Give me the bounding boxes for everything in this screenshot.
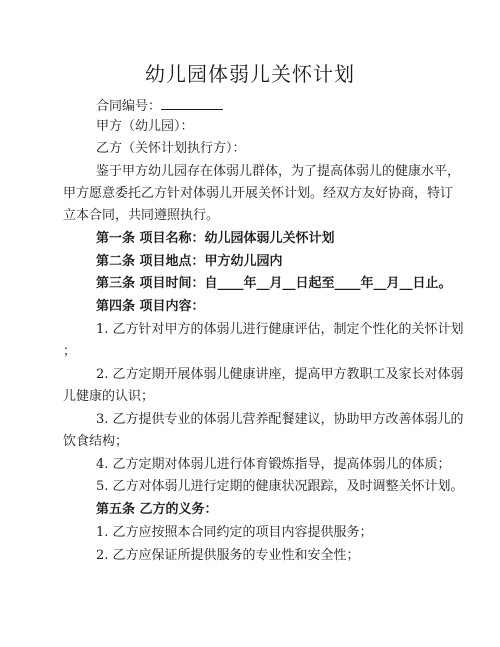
content-line-3-cont: 饮食结构； [63, 434, 129, 449]
preamble-line-1: 鉴于甲方幼儿园存在体弱儿群体，为了提高体弱儿的健康水平， [96, 164, 461, 179]
content-line-4: 4. 乙方定期对体弱儿进行体育锻炼指导，提高体弱儿的体质； [96, 457, 451, 472]
content-line-5: 5. 乙方对体弱儿进行定期的健康状况跟踪，及时调整关怀计划。 [96, 479, 464, 494]
party-b-line: 乙方（关怀计划执行方）： [96, 141, 246, 156]
content-line-1: 1. 乙方针对甲方的体弱儿进行健康评估，制定个性化的关怀计划 [96, 322, 464, 337]
preamble-line-2: 甲方愿意委托乙方针对体弱儿开展关怀计划。经双方友好协商，特订 [63, 186, 454, 201]
content-line-2: 2. 乙方定期开展体弱儿健康讲座，提高甲方教职工及家长对体弱 [96, 367, 464, 382]
document-title: 幼儿园体弱儿关怀计划 [145, 62, 355, 86]
article-3: 第三条 项目时间：自____年__月__日起至____年__月__日止。 [96, 276, 452, 291]
contract-number-blank [161, 95, 223, 110]
content-line-1-cont: ； [63, 344, 77, 359]
contract-number-line [96, 95, 223, 116]
article-4: 第四条 项目内容： [96, 299, 205, 314]
duty-line-2: 2. 乙方应保证所提供服务的专业性和安全性； [96, 548, 360, 563]
article-2: 第二条 项目地点：甲方幼儿园内 [96, 254, 283, 269]
content-line-2-cont: 儿健康的认识； [63, 389, 155, 404]
content-line-3: 3. 乙方提供专业的体弱儿营养配餐建议，协助甲方改善体弱儿的 [96, 412, 464, 427]
preamble-line-3: 立本合同，共同遵照执行。 [63, 208, 220, 223]
article-5: 第五条 乙方的义务： [96, 502, 218, 517]
contract-number-label: 合同编号： [96, 99, 162, 114]
duty-line-1: 1. 乙方应按照本合同约定的项目内容提供服务； [96, 525, 373, 540]
article-1: 第一条 项目名称：幼儿园体弱儿关怀计划 [96, 231, 335, 246]
party-a-line: 甲方（幼儿园）： [96, 119, 194, 134]
